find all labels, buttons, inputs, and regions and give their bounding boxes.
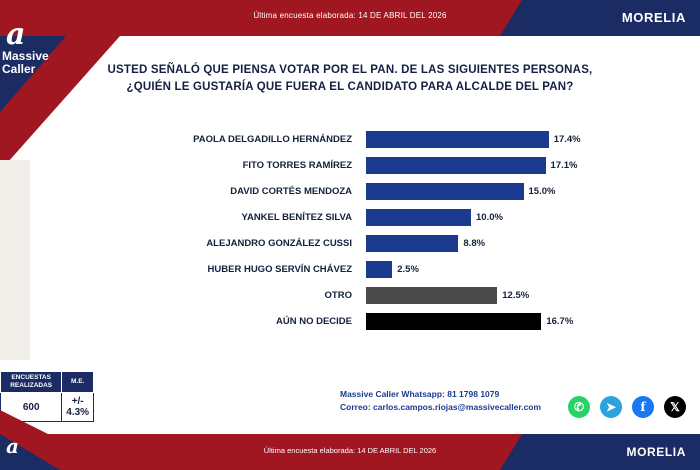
chart-bar-wrap bbox=[366, 183, 556, 200]
city-label: MORELIA bbox=[621, 10, 686, 25]
chart-bar-value: 10.0% bbox=[476, 212, 503, 223]
chart-bar bbox=[366, 157, 546, 174]
chart-row bbox=[0, 156, 700, 179]
chart-row-label: ALEJANDRO GONZÁLEZ CUSSI bbox=[206, 238, 352, 249]
table-cell-margin: +/- 4.3% bbox=[62, 393, 94, 422]
footer-logo-icon: a bbox=[6, 434, 19, 458]
facebook-icon[interactable]: f bbox=[632, 396, 654, 418]
footer-survey-date-note: Última encuesta elaborada: 14 DE ABRIL DEL 2026 bbox=[263, 446, 437, 455]
chart-title bbox=[0, 64, 700, 93]
chart-row-label: OTRO bbox=[324, 290, 352, 301]
chart-row bbox=[0, 182, 700, 205]
top-banner bbox=[0, 0, 700, 36]
table-cell-surveys: 600 bbox=[1, 393, 62, 422]
chart-bar-value: 16.7% bbox=[546, 316, 574, 327]
chart-title-line-1: USTED SEÑALÓ QUE PIENSA VOTAR POR EL PAN. DE LAS SIGUIENTES PERSONAS, bbox=[107, 64, 593, 76]
chart-bar-value: 17.4% bbox=[553, 134, 581, 145]
chart-bar bbox=[366, 131, 549, 148]
chart-row-label: HUBER HUGO SERVÍN CHÁVEZ bbox=[207, 264, 352, 275]
chart-bar-wrap bbox=[366, 131, 581, 148]
bar-chart bbox=[0, 130, 700, 340]
chart-bar bbox=[366, 287, 497, 304]
survey-date-note: Última encuesta elaborada: 14 DE ABRIL DEL 2026 bbox=[253, 11, 447, 20]
telegram-icon[interactable]: ➤ bbox=[600, 396, 622, 418]
logo-line-2: Caller bbox=[2, 62, 36, 76]
chart-row bbox=[0, 130, 700, 153]
x-icon[interactable]: 𝕏 bbox=[664, 396, 686, 418]
chart-bar-value: 2.5% bbox=[397, 264, 419, 275]
footer-city-label: MORELIA bbox=[626, 445, 686, 459]
chart-bar bbox=[366, 313, 541, 330]
chart-bar-wrap bbox=[366, 261, 419, 278]
chart-bar-wrap bbox=[366, 235, 486, 252]
chart-row-label: DAVID CORTÉS MENDOZA bbox=[230, 186, 352, 197]
chart-row-label: FITO TORRES RAMÍREZ bbox=[242, 160, 352, 171]
chart-bar-wrap bbox=[366, 313, 574, 330]
logo-glyph-icon: a bbox=[6, 17, 26, 52]
chart-row bbox=[0, 286, 700, 309]
chart-bar bbox=[366, 261, 392, 278]
chart-row-label: PAOLA DELGADILLO HERNÁNDEZ bbox=[193, 134, 352, 145]
whatsapp-icon[interactable]: ✆ bbox=[568, 396, 590, 418]
chart-row-label: YANKEL BENÍTEZ SILVA bbox=[241, 212, 352, 223]
contact-block bbox=[340, 388, 541, 414]
chart-title-line-2: ¿QUIÉN LE GUSTARÍA QUE FUERA EL CANDIDATO PARA ALCALDE DEL PAN? bbox=[126, 81, 574, 93]
stats-table bbox=[0, 371, 94, 422]
chart-bar bbox=[366, 183, 524, 200]
chart-bar-wrap bbox=[366, 287, 530, 304]
chart-row bbox=[0, 312, 700, 335]
chart-row bbox=[0, 260, 700, 283]
chart-bar-wrap bbox=[366, 157, 578, 174]
chart-bar bbox=[366, 235, 458, 252]
table-row bbox=[1, 393, 94, 422]
chart-bar-value: 12.5% bbox=[502, 290, 530, 301]
chart-row bbox=[0, 208, 700, 231]
chart-row bbox=[0, 234, 700, 257]
chart-row-label: AÚN NO DECIDE bbox=[275, 316, 352, 327]
contact-email: Correo: carlos.campos.riojas@massivecaller.com bbox=[340, 402, 542, 412]
table-header-surveys: ENCUESTAS REALIZADAS bbox=[1, 372, 62, 393]
social-links[interactable] bbox=[568, 396, 686, 418]
logo-line-1: Massive bbox=[2, 49, 49, 63]
chart-bar bbox=[366, 209, 471, 226]
contact-whatsapp: Massive Caller Whatsapp: 81 1798 1079 bbox=[340, 389, 500, 399]
chart-bar-value: 8.8% bbox=[463, 238, 486, 249]
table-header-margin: M.E. bbox=[62, 372, 94, 393]
chart-bar-value: 15.0% bbox=[528, 186, 556, 197]
chart-bar-wrap bbox=[366, 209, 503, 226]
table-header-row bbox=[1, 372, 94, 393]
chart-bar-value: 17.1% bbox=[550, 160, 578, 171]
